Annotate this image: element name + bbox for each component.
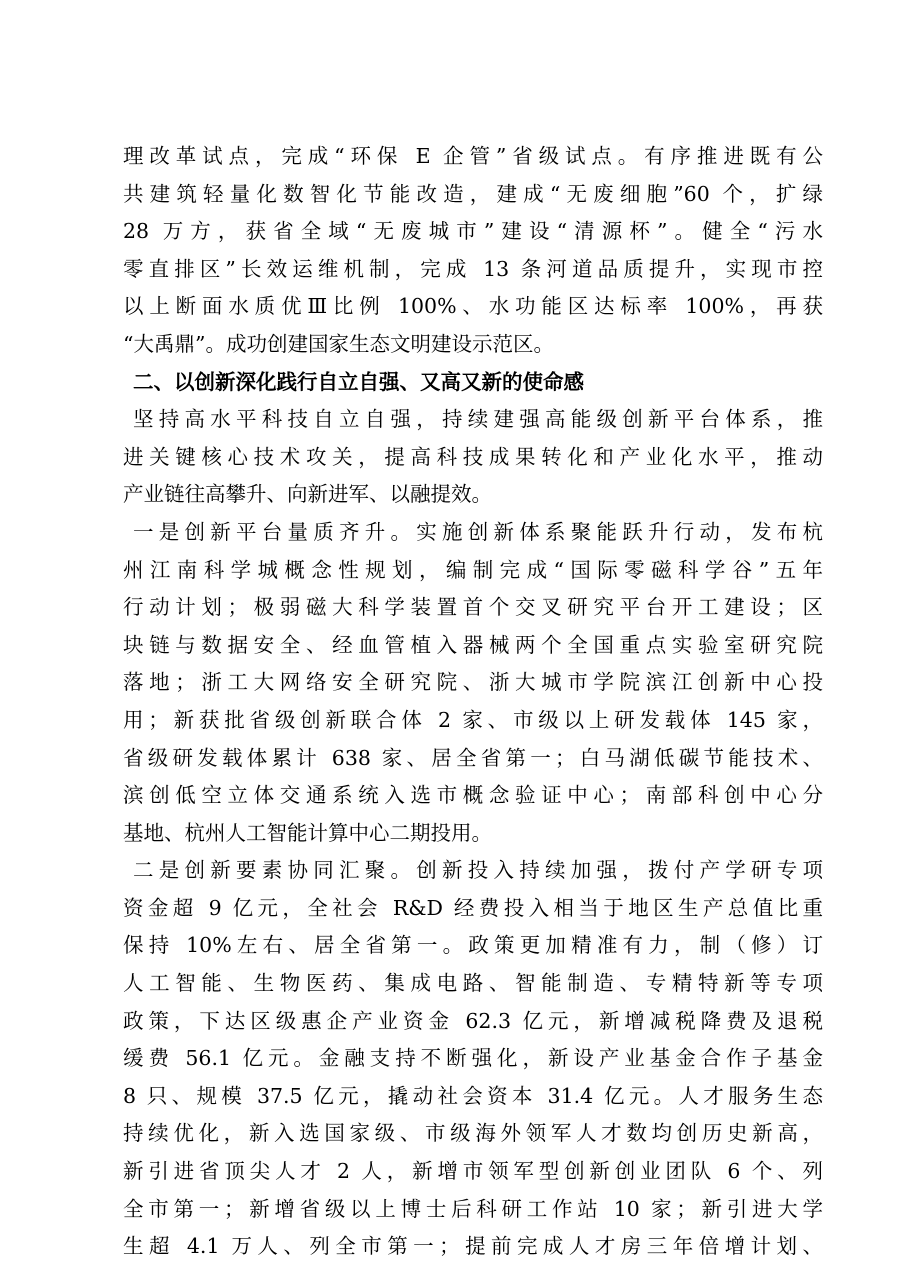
text-line: 用；新获批省级创新联合体 2 家、市级以上研发载体 145 家， — [123, 707, 823, 732]
text-line: 零直排区”长效运维机制，完成 13 条河道品质提升，实现市控 — [123, 256, 823, 281]
text-line: 坚持高水平科技自立自强，持续建强高能级创新平台体系，推 — [133, 407, 823, 432]
text-line: “大禹鼎”。成功创建国家生态文明建设示范区。 — [123, 331, 554, 356]
text-line: 人工智能、生物医药、集成电路、智能制造、专精特新等专项 — [123, 971, 823, 996]
text-line: 州江南科学城概念性规划，编制完成“国际零磁科学谷”五年 — [123, 557, 823, 582]
document-body — [123, 138, 823, 1266]
text-line: 省级研发载体累计 638 家、居全省第一；白马湖低碳节能技术、 — [123, 745, 823, 770]
text-line: 缓费 56.1 亿元。金融支持不断强化，新设产业基金合作子基金 — [123, 1046, 823, 1071]
text-line: 新引进省顶尖人才 2 人，新增市领军型创新创业团队 6 个、列 — [123, 1159, 823, 1184]
section-heading: 二、以创新深化践行自立自强、又高又新的使命感 — [133, 369, 584, 394]
text-line: 保持 10%左右、居全省第一。政策更加精准有力，制（修）订 — [123, 933, 823, 958]
text-line: 以上断面水质优Ⅲ比例 100%、水功能区达标率 100%，再获 — [123, 294, 823, 319]
text-line: 8 只、规模 37.5 亿元，撬动社会资本 31.4 亿元。人才服务生态 — [123, 1083, 823, 1108]
text-line: 共建筑轻量化数智化节能改造，建成“无废细胞”60 个，扩绿 — [123, 181, 823, 206]
text-line: 政策，下达区级惠企产业资金 62.3 亿元，新增减税降费及退税 — [123, 1008, 823, 1033]
text-line: 28 万方，获省全域“无废城市”建设“清源杯”。健全“污水 — [123, 219, 823, 244]
text-line: 落地；浙工大网络安全研究院、浙大城市学院滨江创新中心投 — [123, 670, 823, 695]
text-line: 一是创新平台量质齐升。实施创新体系聚能跃升行动，发布杭 — [133, 519, 823, 544]
text-line: 行动计划；极弱磁大科学装置首个交叉研究平台开工建设；区 — [123, 595, 823, 620]
text-line: 滨创低空立体交通系统入选市概念验证中心；南部科创中心分 — [123, 783, 823, 808]
text-line: 产业链往高攀升、向新进军、以融提效。 — [123, 482, 492, 507]
text-line: 持续优化，新入选国家级、市级海外领军人才数均创历史新高， — [123, 1121, 823, 1146]
text-line: 生超 4.1 万人、列全市第一；提前完成人才房三年倍增计划、 — [123, 1234, 823, 1259]
text-line: 资金超 9 亿元，全社会 R&D 经费投入相当于地区生产总值比重 — [123, 895, 823, 920]
text-line: 块链与数据安全、经血管植入器械两个全国重点实验室研究院 — [123, 632, 823, 657]
text-line: 理改革试点，完成“环保 E 企管”省级试点。有序推进既有公 — [123, 144, 823, 168]
text-line: 二是创新要素协同汇聚。创新投入持续加强，拨付产学研专项 — [133, 858, 823, 883]
text-line: 基地、杭州人工智能计算中心二期投用。 — [123, 820, 492, 845]
text-line: 全市第一；新增省级以上博士后科研工作站 10 家；新引进大学 — [123, 1196, 823, 1221]
text-line: 进关键核心技术攻关，提高科技成果转化和产业化水平，推动 — [123, 444, 823, 469]
